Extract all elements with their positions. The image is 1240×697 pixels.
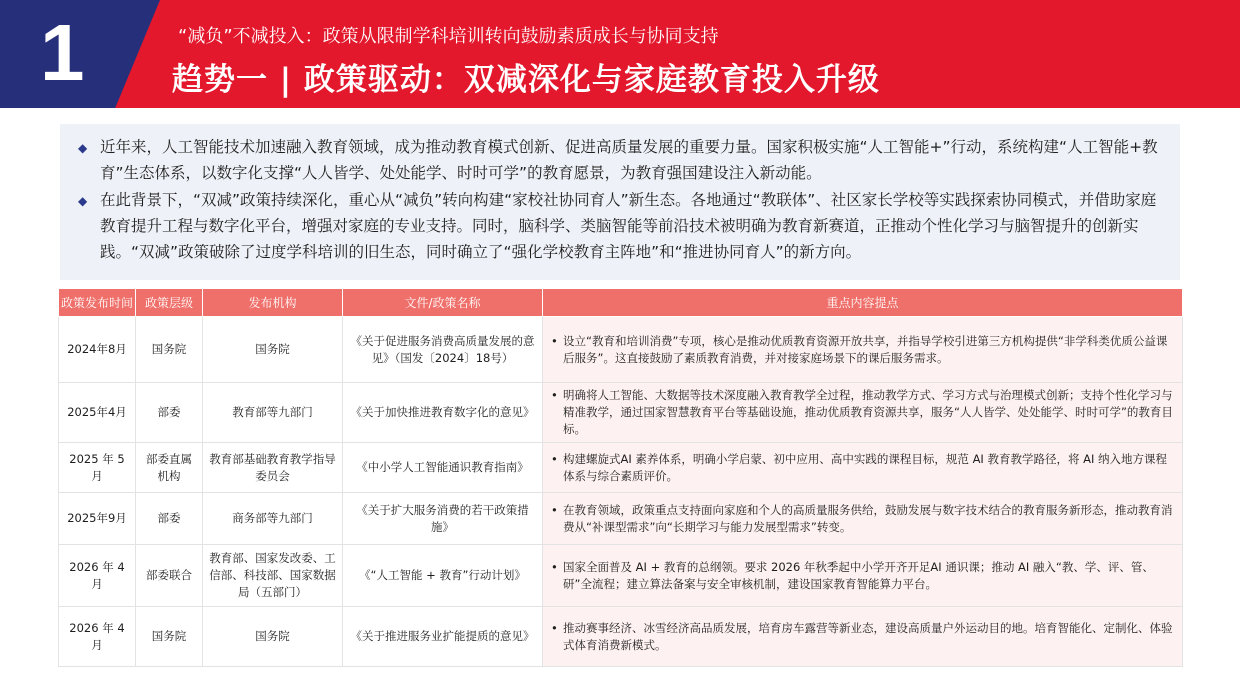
cell-level: 部委直属机构 (136, 443, 203, 493)
cell-org: 国务院 (203, 317, 343, 383)
table-row (59, 545, 1183, 607)
table-row (59, 443, 1183, 493)
bullet-dot-icon: • (551, 388, 558, 402)
intro-bullet (78, 134, 1166, 186)
cell-name: 《“人工智能 + 教育”行动计划》 (343, 545, 543, 607)
section-number: 1 (40, 8, 85, 97)
diamond-bullet-icon: ◆ (78, 141, 88, 155)
intro-bullet-text: 近年来，人工智能技术加速融入教育领域，成为推动教育模式创新、促进高质量发展的重要力量。国家积极实施“人工智能+”行动，系统构建“人工智能+教育”生态体系，以数字化支撑“人人皆学、处处能学、时时可学”的教育愿景，为教育强国建设注入新动能。 (100, 138, 1158, 182)
cell-date: 2024年8月 (59, 317, 136, 383)
points-text: 设立“教育和培训消费”专项，核心是推动优质教育资源开放共享，并指导学校引进第三方机构提供“非学科类优质公益课后服务”。这直接鼓励了素质教育消费，并对接家庭场景下的课后服务需求。 (563, 333, 1168, 365)
points-text: 在教育领域，政策重点支持面向家庭和个人的高质量服务供给，鼓励发展与数字技术结合的教育服务新形态，推动教育消费从“补课型需求”向“长期学习与能力发展型需求”转变。 (563, 502, 1173, 534)
cell-date: 2026 年 4 月 (59, 545, 136, 607)
cell-org: 商务部等九部门 (203, 493, 343, 545)
cell-points (543, 493, 1183, 545)
bullet-dot-icon: • (551, 502, 558, 517)
cell-date: 2025 年 5 月 (59, 443, 136, 493)
cell-name: 《关于扩大服务消费的若干政策措施》 (343, 493, 543, 545)
policy-table (58, 288, 1183, 667)
cell-date: 2026 年 4 月 (59, 607, 136, 667)
table-header-row (59, 289, 1183, 317)
bullet-dot-icon: • (551, 620, 558, 635)
points-text: 构建螺旋式AI 素养体系，明确小学启蒙、初中应用、高中实践的课程目标，规范 AI 教育教学路径，将 AI 纳入地方课程体系与综合素质评价。 (563, 451, 1168, 483)
cell-level: 部委 (136, 493, 203, 545)
header-org: 发布机构 (203, 289, 343, 317)
points-text: 明确将人工智能、大数据等技术深度融入教育教学全过程，推动教学方式、学习方式与治理模式创新；支持个性化学习与精准教学，通过国家智慧教育平台等基础设施，推动优质教育资源共享，服务“人人皆学、处处能学、时时可学”的教育目标。 (563, 388, 1173, 436)
cell-level: 部委 (136, 383, 203, 443)
cell-level: 国务院 (136, 317, 203, 383)
header-date: 政策发布时间 (59, 289, 136, 317)
header-banner (0, 0, 1240, 108)
cell-points (543, 443, 1183, 493)
table-row (59, 493, 1183, 545)
cell-level: 国务院 (136, 607, 203, 667)
cell-points (543, 317, 1183, 383)
page-title: 趋势一 | 政策驱动：双减深化与家庭教育投入升级 (172, 62, 880, 98)
bullet-dot-icon: • (551, 333, 558, 348)
cell-date: 2025年4月 (59, 383, 136, 443)
header-subtitle: “减负”不减投入：政策从限制学科培训转向鼓励素质成长与协同支持 (178, 26, 719, 47)
cell-org: 教育部等九部门 (203, 383, 343, 443)
cell-date: 2025年9月 (59, 493, 136, 545)
intro-bullet-text: 在此背景下，“双减”政策持续深化，重心从“减负”转向构建“家校社协同育人”新生态。各地通过“教联体”、社区家长学校等实践探索协同模式，并借助家庭教育提升工程与数字化平台，增强对家庭的专业支持。同时，脑科学、类脑智能等前沿技术被明确为教育新赛道，正推动个性化学习与脑智提升的创新实践。“双减”政策破除了过度学科培训的旧生态，同时确立了“强化学校教育主阵地”和“推进协同育人”的新方向。 (100, 191, 1157, 261)
intro-box (60, 124, 1180, 280)
cell-org: 教育部基础教育教学指导委员会 (203, 443, 343, 493)
cell-name: 《关于加快推进教育数字化的意见》 (343, 383, 543, 443)
points-text: 国家全面普及 AI + 教育的总纲领。要求 2026 年秋季起中小学开齐开足AI 通识课；推动 AI 融入“教、学、评、管、研”全流程；建立算法备案与安全审核机制，建设国家教育智能算力平台。 (563, 559, 1154, 591)
diamond-bullet-icon: ◆ (78, 194, 88, 208)
cell-org: 国务院 (203, 607, 343, 667)
cell-name: 《关于推进服务业扩能提质的意见》 (343, 607, 543, 667)
table-row (59, 607, 1183, 667)
header-level: 政策层级 (136, 289, 203, 317)
cell-points (543, 545, 1183, 607)
intro-bullet (78, 187, 1166, 265)
header-points: 重点内容提点 (543, 289, 1183, 317)
header-name: 文件/政策名称 (343, 289, 543, 317)
table-row (59, 383, 1183, 443)
points-text: 推动赛事经济、冰雪经济高品质发展，培育房车露营等新业态，建设高质量户外运动目的地。培育智能化、定制化、体验式体育消费新模式。 (563, 620, 1173, 652)
cell-org: 教育部、国家发改委、工信部、科技部、国家数据局（五部门） (203, 545, 343, 607)
cell-name: 《关于促进服务消费高质量发展的意见》（国发〔2024〕18号） (343, 317, 543, 383)
cell-points (543, 383, 1183, 443)
cell-level: 部委联合 (136, 545, 203, 607)
bullet-dot-icon: • (551, 559, 558, 574)
table-row (59, 317, 1183, 383)
bullet-dot-icon: • (551, 451, 558, 466)
cell-points (543, 607, 1183, 667)
cell-name: 《中小学人工智能通识教育指南》 (343, 443, 543, 493)
